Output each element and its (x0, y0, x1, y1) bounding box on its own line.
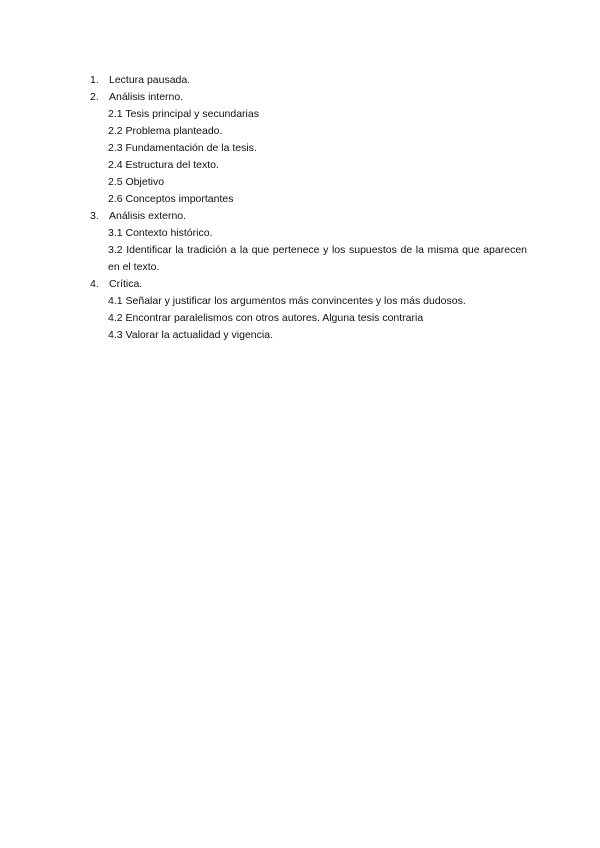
item-number: 1. (90, 74, 99, 86)
outline-subitem (0, 140, 600, 157)
subitem-text: 3.1 Contexto histórico. (108, 227, 213, 239)
outline-subitem (0, 225, 600, 242)
item-text: Análisis interno. (109, 91, 184, 103)
subitem-text: 2.4 Estructura del texto. (108, 159, 219, 171)
outline-subitem (0, 191, 600, 208)
item-text: Análisis externo. (109, 210, 187, 222)
item-text: Lectura pausada. (109, 74, 191, 86)
outline-item (0, 89, 600, 106)
outline-subitem (0, 106, 600, 123)
outline-subitem (0, 327, 600, 344)
commentary-outline (0, 72, 600, 344)
subitem-text: 3.2 Identificar la tradición a la que pertenece y los supuestos de la misma que aparecen en el texto. (108, 244, 527, 273)
outline-subitem (0, 123, 600, 140)
item-number: 4. (90, 278, 99, 290)
subitem-text: 4.1 Señalar y justificar los argumentos más convincentes y los más dudosos. (108, 295, 466, 307)
outline-item (0, 72, 600, 89)
outline-item (0, 276, 600, 293)
subitem-text: 2.5 Objetivo (108, 176, 165, 188)
subitem-text: 2.1 Tesis principal y secundarias (108, 108, 259, 120)
outline-subitem (0, 174, 600, 191)
outline-item (0, 208, 600, 225)
outline-subitem (0, 157, 600, 174)
outline-subitem (0, 310, 600, 327)
subitem-text: 2.6 Conceptos importantes (108, 193, 234, 205)
item-number: 2. (90, 91, 99, 103)
subitem-text: 2.2 Problema planteado. (108, 125, 223, 137)
item-text: Crítica. (109, 278, 143, 290)
item-number: 3. (90, 210, 99, 222)
subitem-text: 4.3 Valorar la actualidad y vigencia. (108, 329, 273, 341)
outline-subitem (0, 242, 600, 276)
outline-subitem (0, 293, 600, 310)
subitem-text: 2.3 Fundamentación de la tesis. (108, 142, 257, 154)
subitem-text: 4.2 Encontrar paralelismos con otros autores. Alguna tesis contraria (108, 312, 424, 324)
